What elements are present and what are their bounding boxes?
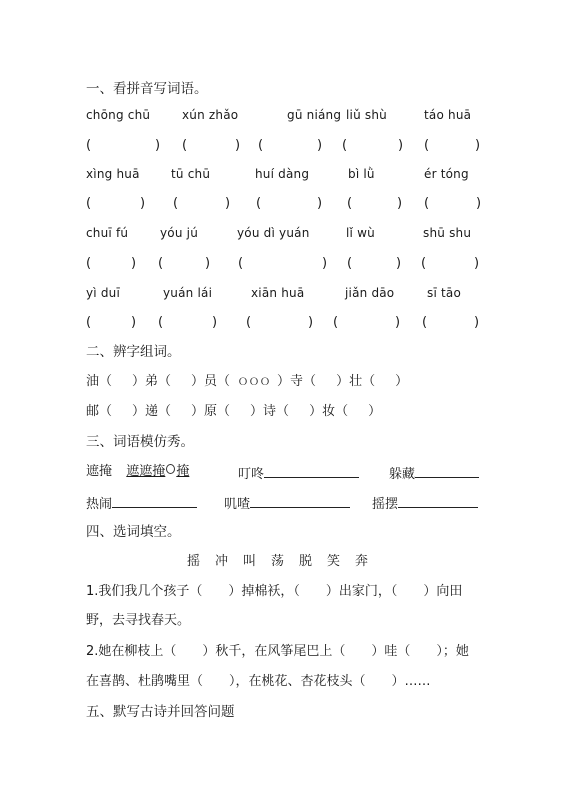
mofang-item-4 [224, 493, 350, 514]
paren-close: ) [397, 196, 403, 211]
bianzi-item: ）员（ [191, 374, 231, 389]
mofang-item-1 [238, 463, 359, 484]
paren-close: ) [476, 196, 482, 211]
bianzi-row-1 [86, 373, 408, 392]
paren-open: ( [86, 315, 92, 330]
paren-close: ) [395, 315, 401, 330]
circle-mark [166, 464, 175, 474]
paren-close: ) [474, 315, 480, 330]
bianzi-circles: ＯＯＯ [238, 377, 272, 388]
paren-open: ( [347, 256, 353, 271]
answer-blank[interactable] [112, 493, 197, 508]
paren-close: ) [398, 138, 404, 153]
paren-close: ) [396, 256, 402, 271]
pinyin-2-3: huí dàng [255, 167, 310, 181]
pinyin-3-5: shū shu [423, 226, 472, 240]
pinyin-3-2: yóu jú [160, 226, 199, 240]
bianzi-item: ）递（ [132, 404, 172, 419]
bianzi-item: ） [368, 404, 382, 419]
paren-open: ( [347, 196, 353, 211]
paren-open: ( [256, 196, 262, 211]
pinyin-1-5: táo huā [424, 108, 472, 122]
pinyin-2-2: tū chū [171, 167, 211, 181]
pinyin-1-1: chōng chū [86, 108, 151, 122]
mofang-item-3 [86, 493, 197, 514]
fill-q1-line2: 野，去寻找春天。 [86, 613, 191, 628]
bianzi-item: ）诗（ [250, 404, 290, 419]
paren-open: ( [238, 256, 244, 271]
paren-close: ) [212, 315, 218, 330]
mofang-example-word: 遮掩 [86, 464, 113, 479]
paren-open: ( [258, 138, 264, 153]
paren-open: ( [158, 256, 164, 271]
paren-open: ( [424, 138, 430, 153]
answer-blank[interactable] [250, 493, 350, 508]
paren-close: ) [131, 256, 137, 271]
paren-open: ( [86, 138, 92, 153]
answer-blank[interactable] [398, 493, 478, 508]
bianzi-item: ）弟（ [132, 374, 172, 389]
section-5-heading: 五、默写古诗并回答问题 [86, 704, 235, 720]
bianzi-item: ）妆（ [309, 404, 349, 419]
fill-q2-line2: 在喜鹊、杜鹃嘴里（ ），在桃花、杏花枝头（ ）…… [86, 674, 431, 689]
bianzi-row-2 [86, 403, 381, 421]
pinyin-4-1: yì duī [86, 286, 121, 300]
paren-close: ) [308, 315, 314, 330]
mofang-item-5 [372, 493, 478, 514]
answer-blank[interactable] [264, 463, 359, 478]
pinyin-1-4: liǔ shù [346, 108, 387, 122]
pinyin-3-4: lǐ wù [346, 226, 375, 240]
mofang-word: 叽喳 [224, 497, 251, 512]
paren-open: ( [86, 196, 92, 211]
pinyin-4-3: xiān huā [251, 286, 305, 300]
paren-close: ) [155, 138, 161, 153]
paren-open: ( [342, 138, 348, 153]
mofang-example-model: 遮遮掩 [126, 464, 166, 479]
paren-open: ( [173, 196, 179, 211]
section-3-heading: 三、词语模仿秀。 [86, 434, 194, 450]
pinyin-3-3: yóu dì yuán [237, 226, 310, 240]
pinyin-2-5: ér tóng [424, 167, 469, 181]
paren-open: ( [182, 138, 188, 153]
pinyin-3-1: chuī fú [86, 226, 129, 240]
answer-blank[interactable] [415, 463, 479, 478]
bianzi-item: ）寺（ [277, 374, 317, 389]
mofang-row-1 [86, 463, 189, 481]
pinyin-1-2: xún zhǎo [182, 108, 239, 122]
section-2-heading: 二、辨字组词。 [86, 344, 181, 360]
mofang-example-end: 掩 [176, 464, 190, 479]
fill-q2-line1: 2.她在柳枝上（ ）秋千，在风筝尾巴上（ ）哇（ ）；她 [86, 644, 469, 659]
section-4-heading: 四、选词填空。 [86, 524, 181, 540]
word-bank: 摇 冲 叫 荡 脱 笑 奔 [187, 554, 370, 569]
paren-open: ( [86, 256, 92, 271]
pinyin-2-1: xìng huā [86, 167, 140, 181]
section-1-heading: 一、看拼音写词语。 [86, 81, 208, 97]
mofang-item-2 [389, 463, 479, 484]
paren-close: ) [475, 138, 481, 153]
pinyin-4-5: sī tāo [427, 286, 462, 300]
mofang-word: 躲藏 [389, 467, 416, 482]
paren-open: ( [246, 315, 252, 330]
mofang-word: 摇摆 [372, 497, 399, 512]
paren-close: ) [317, 138, 323, 153]
pinyin-4-4: jiǎn dāo [345, 286, 395, 300]
bianzi-item: 油（ [86, 374, 113, 389]
paren-open: ( [333, 315, 339, 330]
pinyin-4-2: yuán lái [163, 286, 213, 300]
bianzi-item: ） [395, 374, 409, 389]
paren-close: ) [322, 256, 328, 271]
paren-close: ) [225, 196, 231, 211]
paren-close: ) [140, 196, 146, 211]
fill-q1-line1: 1.我们我几个孩子（ ）掉棉袄，（ ）出家门，（ ）向田 [86, 584, 463, 599]
paren-close: ) [205, 256, 211, 271]
mofang-word: 热闹 [86, 497, 113, 512]
mofang-word: 叮咚 [238, 467, 265, 482]
bianzi-item: ）壮（ [336, 374, 376, 389]
bianzi-item: 邮（ [86, 404, 113, 419]
paren-open: ( [421, 256, 427, 271]
paren-open: ( [424, 196, 430, 211]
paren-open: ( [422, 315, 428, 330]
paren-close: ) [317, 196, 323, 211]
paren-close: ) [474, 256, 480, 271]
paren-close: ) [131, 315, 137, 330]
paren-open: ( [158, 315, 164, 330]
pinyin-1-3: gū niáng [287, 108, 342, 122]
bianzi-item: ）原（ [191, 404, 231, 419]
pinyin-2-4: bì lǜ [348, 167, 375, 181]
paren-close: ) [235, 138, 241, 153]
